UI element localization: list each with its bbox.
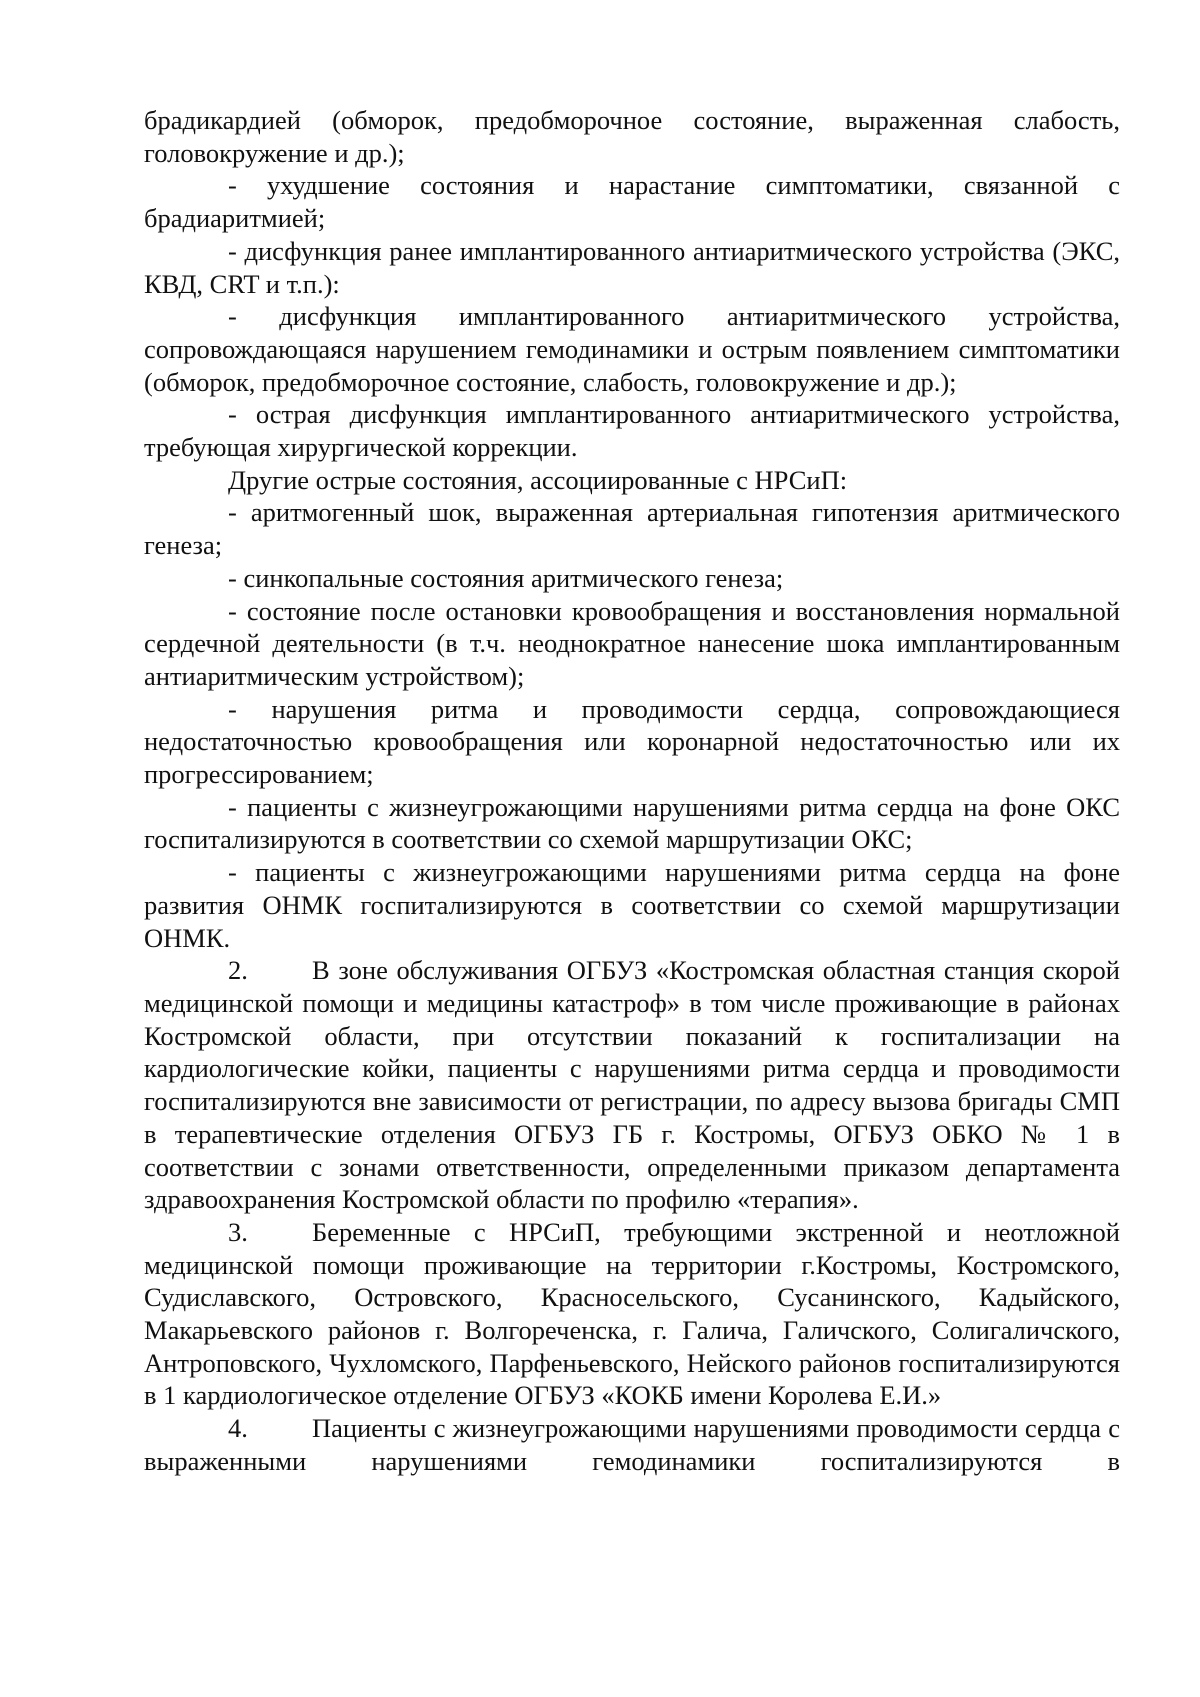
document-page [144, 104, 1120, 1478]
list-item-onmk-routing: - пациенты с жизнеугрожающими нарушениями ритма сердца на фоне развития ОНМК госпитализируются в соответствии со схемой маршрутизации ОНМК. [144, 857, 1120, 953]
numbered-paragraph-3 [144, 1216, 1120, 1412]
paragraph-continuation: брадикардией (обморок, предобморочное состояние, выраженная слабость, головокружение и др.); [144, 105, 1120, 168]
paragraph-text: Пациенты с жизнеугрожающими нарушениями проводимости сердца с выраженными нарушениями гемодинамики госпитализируются в [144, 1413, 1120, 1476]
list-item-bradyarrhythmia: - ухудшение состояния и нарастание симптоматики, связанной с брадиаритмией; [144, 170, 1120, 234]
numbered-paragraph-4 [144, 1412, 1120, 1477]
list-item-rhythm-conduction-failure: - нарушения ритма и проводимости сердца, сопровождающиеся недостаточностью кровообращения или коронарной недостаточностью или их прогрессированием; [144, 693, 1120, 790]
list-item-syncope: - синкопальные состояния аритмического генеза; [228, 562, 784, 593]
list-item-acute-device-dysfunction: - острая дисфункция имплантированного антиаритмического устройства, требующая хирургической коррекции. [144, 399, 1120, 463]
list-item-post-cardiac-arrest: - состояние после остановки кровообращения и восстановления нормальной сердечной деятельности (в т.ч. неоднократное нанесение шока имплантированным антиаритмическим устройством); [144, 595, 1120, 691]
list-item-arrhythmogenic-shock: - аритмогенный шок, выраженная артериальная гипотензия аритмического генеза; [144, 497, 1120, 561]
list-item-oks-routing: - пациенты с жизнеугрожающими нарушениями ритма сердца на фоне ОКС госпитализируются в соответствии со схемой маршрутизации ОКС; [144, 791, 1120, 855]
paragraph-text: Беременные с НРСиП, требующими экстренной и неотложной медицинской помощи проживающие на территории г.Костромы, Костромского, Судиславского, Островского, Красносельского, Сусанинского, Кадыйского, Макарьевского районов г. Волгореченска, г. Галича, Галичского, Солигаличского, Антроповского, Чухломского, Парфеньевского, Нейского районов госпитализируются в 1 кардиологическое отделение ОГБУЗ «КОКБ имени Королева Е.И.» [144, 1216, 1120, 1411]
list-item-device-dysfunction-hemodynamic: - дисфункция имплантированного антиаритмического устройства, сопровождающаяся нарушением гемодинамики и острым появлением симптоматики (обморок, предобморочное состояние, слабость, головокружение и др.); [144, 301, 1120, 397]
paragraph-number: 3. [228, 1216, 248, 1247]
numbered-paragraph-2 [144, 954, 1120, 1216]
list-item-device-dysfunction: - дисфункция ранее имплантированного антиаритмического устройства (ЭКС, КВД, CRT и т.п.): [144, 235, 1120, 299]
paragraph-number: 4. [228, 1413, 248, 1444]
section-heading-other-conditions: Другие острые состояния, ассоциированные с НРСиП: [228, 464, 848, 495]
paragraph-number: 2. [228, 955, 248, 986]
paragraph-text: В зоне обслуживания ОГБУЗ «Костромская областная станция скорой медицинской помощи и медицины катастроф» в том числе проживающие в районах Костромской области, при отсутствии показаний к госпитализации на кардиологические койки, пациенты с нарушениями ритма сердца и проводимости госпитализируются вне зависимости от регистрации, по адресу вызова бригады СМП в терапевтические отделения ОГБУЗ ГБ г. Костромы, ОГБУЗ ОБКО № 1 в соответствии с зонами ответственности, определенными приказом департамента здравоохранения Костромской области по профилю «терапия». [144, 955, 1120, 1215]
